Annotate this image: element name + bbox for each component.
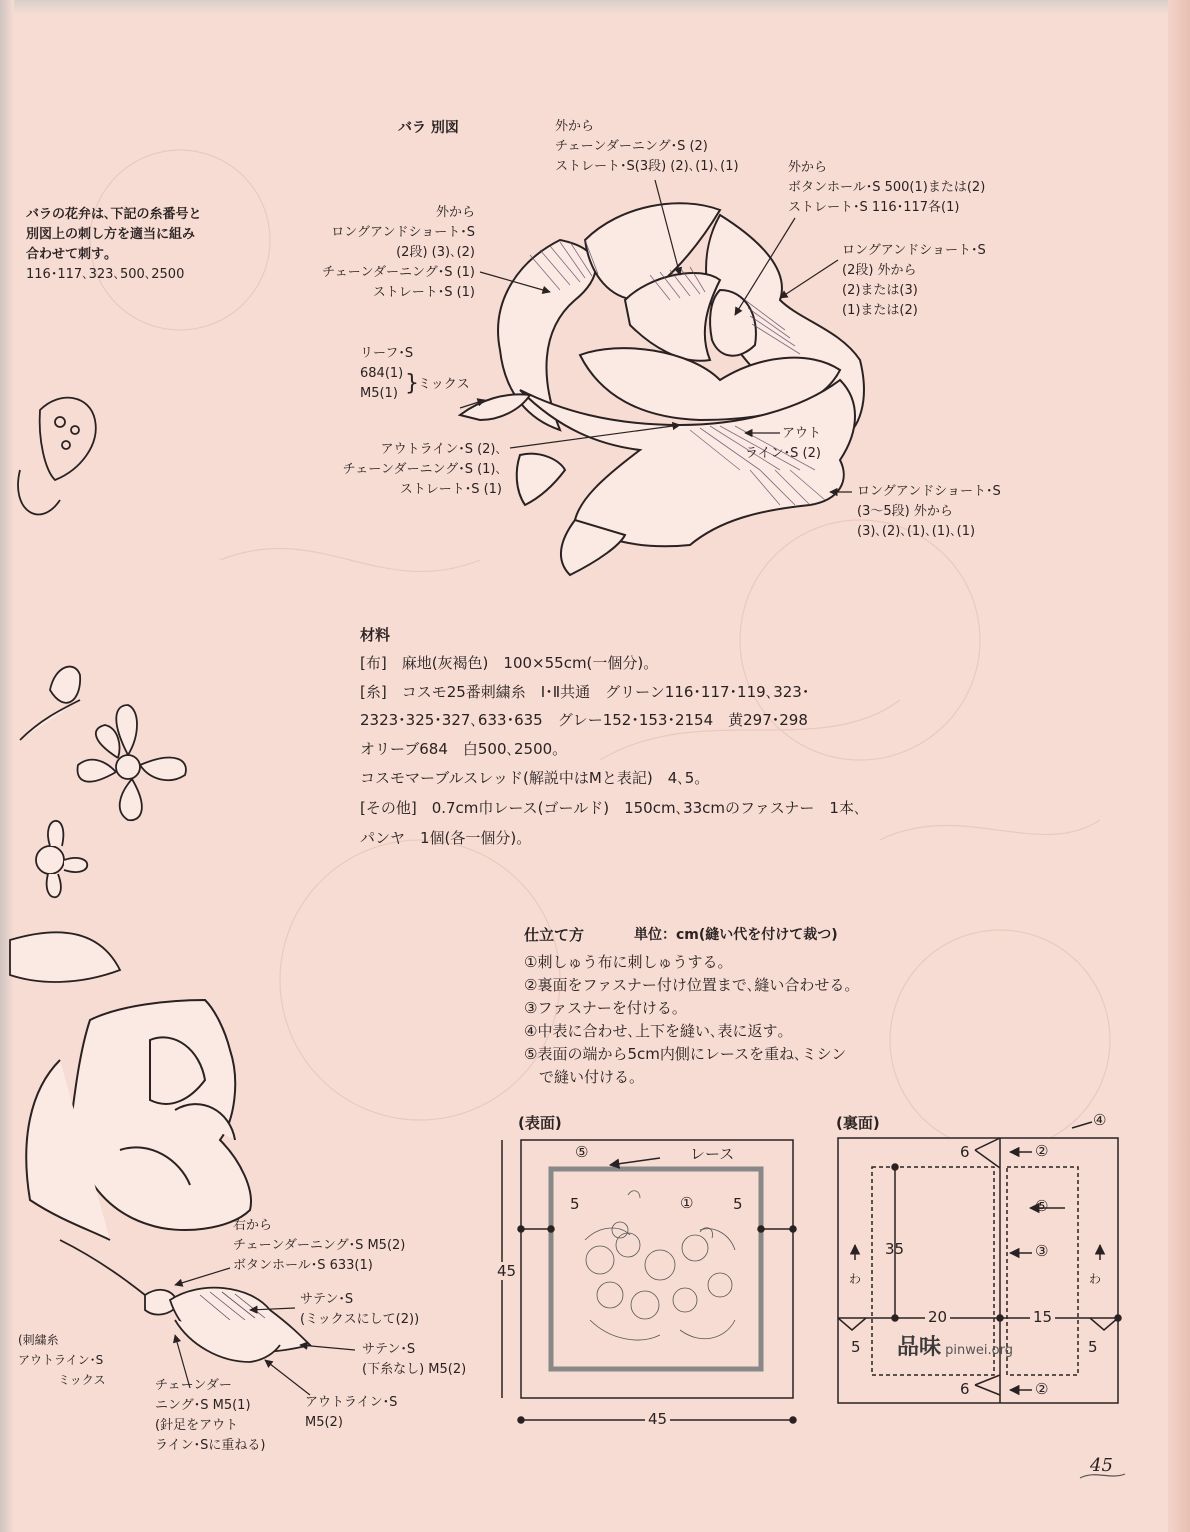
page-number: 45	[1090, 1455, 1113, 1476]
front-cushion-diagram	[502, 1140, 796, 1423]
label-line: (ミックスにして(2))	[300, 1312, 420, 1327]
rose-label-bottom-right	[857, 482, 1001, 542]
back-height-35: 35	[885, 1240, 905, 1258]
label-line: (3〜5段) 外から	[857, 504, 953, 519]
label-line: ストレート･S 116･117各(1)	[788, 200, 960, 215]
lace-label: レース	[690, 1145, 735, 1163]
back-width-15: 15	[1030, 1308, 1055, 1326]
label-line: ボタンホール･S 500(1)または(2)	[788, 180, 986, 195]
label-line: 外から	[435, 205, 475, 220]
bud-label-satin-2	[362, 1340, 466, 1380]
label-line: (2段) 外から	[842, 263, 917, 278]
materials-line: パンヤ 1個(各一個分)｡	[360, 829, 524, 847]
label-line: M5(2)	[305, 1415, 343, 1430]
materials-line: コスモマーブルスレッド(解説中はMと表記) 4､5｡	[360, 769, 702, 787]
rose-label-top-right	[788, 158, 985, 218]
label-line: ストレート･S(3段) (2)､(1)､(1)	[555, 159, 739, 174]
label-line: ロングアンドショート･S	[331, 225, 475, 240]
rose-label-right-middle	[842, 241, 986, 321]
label-line: ストレート･S (1)	[399, 482, 502, 497]
label-line: アウトライン･S	[18, 1353, 104, 1367]
instruction-step: で縫い付ける｡	[524, 1068, 637, 1086]
front-width-label: 45	[645, 1410, 670, 1428]
back-bottom-6: 6	[960, 1380, 970, 1398]
marker-4: ④	[1093, 1111, 1107, 1129]
label-line: チェーンダーニング･S (1)	[322, 265, 475, 280]
large-leaf-illustration	[10, 932, 120, 982]
back-diagram-label: (裏面)	[836, 1114, 880, 1132]
front-inset-right: 5	[733, 1195, 743, 1213]
label-line: ライン･Sに重ねる)	[155, 1438, 266, 1453]
bud-label-satin-1	[300, 1290, 419, 1330]
note-line: バラの花弁は､下記の糸番号と	[26, 207, 202, 222]
back-right-5: 5	[1088, 1338, 1098, 1356]
label-line: サテン･S	[362, 1342, 416, 1357]
label-line: (3)､(2)､(1)､(1)､(1)	[857, 524, 976, 539]
label-line: ボタンホール･S 633(1)	[233, 1258, 373, 1273]
label-line: ミックス	[58, 1373, 106, 1387]
label-line: 外から	[788, 160, 828, 175]
note-line: 116･117､323､500､2500	[26, 267, 185, 282]
label-line: サテン･S	[300, 1292, 354, 1307]
materials-line: [布] 麻地(灰褐色) 100×55cm(一個分)｡	[360, 654, 651, 672]
instructions-unit: 単位：cm(縫い代を付けて裁つ)	[634, 927, 838, 943]
large-rose-illustration	[26, 1000, 251, 1240]
label-line: ストレート･S (1)	[372, 285, 475, 300]
leaf-brace: }	[405, 371, 419, 396]
materials-line: オリーブ684 白500､2500｡	[360, 740, 560, 758]
label-line: (下糸なし) M5(2)	[362, 1362, 467, 1377]
small-flower-illustration	[77, 705, 185, 820]
label-line: (2段) (3)､(2)	[396, 245, 475, 260]
note-line: 合わせて刺す｡	[26, 247, 111, 262]
watermark-site: pinwei.org	[945, 1343, 1013, 1358]
butterfly-illustration	[18, 398, 96, 515]
label-line: 右から	[233, 1218, 273, 1233]
label-line: ライン･S (2)	[745, 446, 821, 461]
label-line: チェーンダー	[155, 1378, 232, 1393]
materials-line: [糸] コスモ25番刺繍糸 Ⅰ･Ⅱ共通 グリーン116･117･119､323･	[360, 683, 810, 701]
materials-line: [その他] 0.7cm巾レース(ゴールド) 150cm､33cmのファスナー 1本､	[360, 799, 862, 817]
embroidery-marker: ①	[680, 1194, 694, 1212]
marker-2-bottom: ②	[1035, 1380, 1049, 1398]
instruction-step: ①刺しゅう布に刺しゅうする｡	[524, 953, 725, 971]
label-line: ロングアンドショート･S	[842, 243, 986, 258]
materials-heading: 材料	[360, 626, 391, 644]
label-line: アウトライン･S (2)､	[380, 442, 502, 457]
label-line: (刺繍糸	[18, 1333, 59, 1347]
rose-leaf	[460, 394, 530, 420]
lace-marker: ⑤	[575, 1143, 589, 1161]
front-diagram-label: (表面)	[518, 1114, 562, 1132]
marker-3: ③	[1035, 1242, 1049, 1260]
front-inset-left: 5	[570, 1195, 580, 1213]
rose-label-leaf-mix: ミックス	[418, 377, 470, 392]
bud-label-left-cut	[18, 1330, 106, 1390]
rose-diagram-title: バラ 別図	[398, 120, 459, 136]
marker-2-top: ②	[1035, 1142, 1049, 1160]
rose-illustration	[460, 203, 864, 575]
back-width-20: 20	[925, 1308, 950, 1326]
watermark	[897, 1330, 1013, 1361]
marker-5: ⑤	[1035, 1197, 1049, 1215]
rose-label-right-outline	[745, 424, 821, 464]
fold-label-right: わ	[1089, 1272, 1102, 1286]
label-line: ニング･S M5(1)	[155, 1398, 251, 1413]
back-left-5: 5	[851, 1338, 861, 1356]
label-line: 684(1)	[360, 366, 404, 381]
label-line: ロングアンドショート･S	[857, 484, 1001, 499]
small-flower-illustration-2	[36, 821, 87, 897]
bud-label-outline	[305, 1393, 397, 1433]
label-line: M5(1)	[360, 386, 398, 401]
label-line: (1)または(2)	[842, 303, 918, 318]
note-line: 別図上の刺し方を適当に組み	[26, 227, 196, 242]
front-height-label: 45	[497, 1262, 517, 1280]
bud-label-top	[233, 1216, 405, 1276]
instructions-heading: 仕立て方	[524, 926, 585, 944]
label-line: (2)または(3)	[842, 283, 918, 298]
fold-label-left: わ	[849, 1272, 862, 1286]
watermark-logo: 品	[897, 1335, 920, 1360]
watermark-logo-2: 味	[919, 1335, 942, 1360]
rose-label-left-upper	[300, 203, 475, 303]
materials-line: 2323･325･327､633･635 グレー152･153･2154 黄297･298	[360, 711, 808, 729]
bud-illustration-top	[20, 667, 80, 740]
rose-side-leaf	[517, 454, 565, 505]
label-line: (針足をアウト	[155, 1418, 239, 1433]
label-line: チェーンダーニング･S (1)､	[342, 462, 502, 477]
rose-label-left-lower	[320, 440, 502, 500]
label-line: チェーンダーニング･S (2)	[555, 139, 708, 154]
label-line: リーフ･S	[360, 346, 414, 361]
label-line: アウト	[782, 426, 822, 441]
rose-petal-note	[26, 205, 202, 285]
label-line: 外から	[555, 119, 595, 134]
back-top-6: 6	[960, 1143, 970, 1161]
instruction-step: ④中表に合わせ､上下を縫い､表に返す｡	[524, 1022, 785, 1040]
rose-label-top-center	[555, 117, 739, 177]
label-line: チェーンダーニング･S M5(2)	[233, 1238, 406, 1253]
bud-label-chain	[155, 1376, 265, 1456]
label-line: アウトライン･S	[305, 1395, 398, 1410]
instruction-step: ⑤表面の端から5cm内側にレースを重ね､ミシン	[524, 1045, 847, 1063]
instruction-step: ③ファスナーを付ける｡	[524, 999, 680, 1017]
instruction-step: ②裏面をファスナー付け位置まで､縫い合わせる｡	[524, 976, 852, 994]
